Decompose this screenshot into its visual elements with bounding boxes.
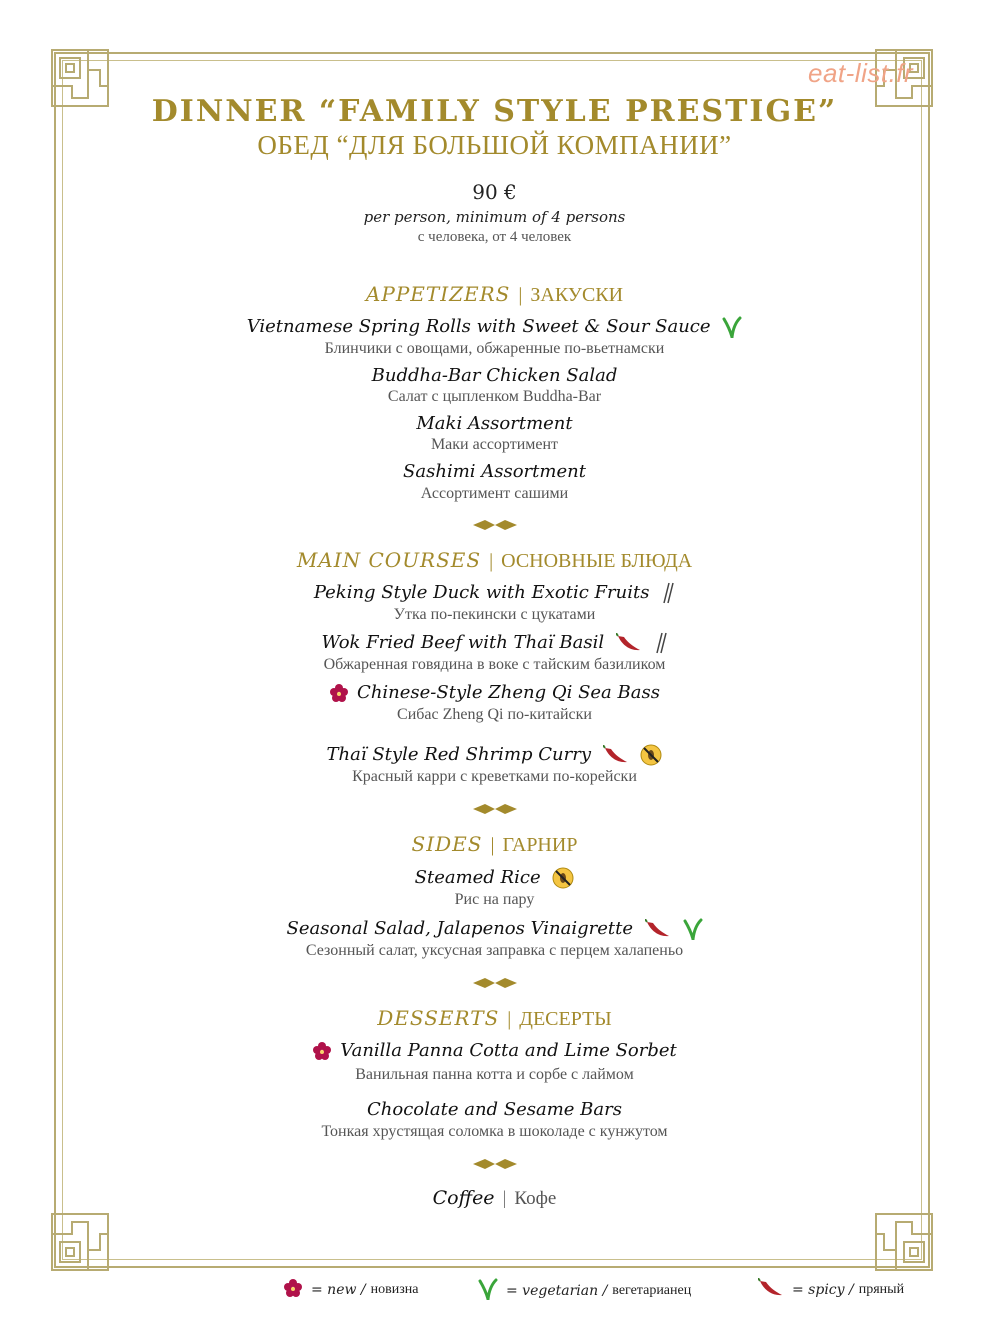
leaf-icon <box>683 918 703 940</box>
section-title-ru: ЗАКУСКИ <box>530 284 624 306</box>
section-title-ru: ОСНОВНЫЕ БЛЮДА <box>501 550 693 572</box>
dish-title: Thaï Style Red Shrimp Curry <box>326 744 591 765</box>
chili-icon <box>758 1278 784 1302</box>
menu-title-ru: ОБЕД “ДЛЯ БОЛЬШОЙ КОМПАНИИ” <box>257 130 732 160</box>
dish-title: Peking Style Duck with Exotic Fruits <box>313 582 650 603</box>
dish-name-en <box>0 918 989 940</box>
per-person-ru: с человека, от 4 человек <box>417 229 572 245</box>
dish-name-en <box>0 316 989 338</box>
leaf-icon <box>478 1278 498 1304</box>
chili-icon <box>603 745 629 765</box>
coffee-ru: Кофе <box>514 1188 557 1209</box>
legend-vegetarian <box>478 1278 691 1304</box>
dish-name-en <box>0 582 989 604</box>
section-title-en: MAIN COURSES <box>296 548 482 572</box>
chili-icon <box>616 633 642 653</box>
dish-name-en: Maki Assortment <box>416 413 573 434</box>
chili-icon <box>645 919 671 939</box>
dish-name-ru: Сезонный салат, уксусная заправка с перцем халапеньо <box>305 942 684 959</box>
section-heading-appetizers <box>0 282 989 307</box>
coffee-separator: | <box>502 1188 507 1209</box>
dish-name-ru: Сибас Zheng Qi по-китайски <box>397 706 592 723</box>
ornament-divider <box>0 975 989 994</box>
dish-name-ru: Блинчики с овощами, обжаренные по-вьетнамски <box>324 340 665 357</box>
no-nuts-icon <box>640 744 662 766</box>
menu-title-en: DINNER “FAMILY STYLE PRESTIGE” <box>151 94 838 129</box>
ornament-divider <box>0 517 989 536</box>
flower-icon <box>312 1041 332 1061</box>
chopsticks-icon <box>654 632 668 654</box>
legend-new-en: = new / <box>311 1282 366 1298</box>
section-title-en: SIDES <box>411 832 483 856</box>
dish-title: Vanilla Panna Cotta and Lime Sorbet <box>340 1040 677 1061</box>
legend-new <box>283 1278 418 1302</box>
dish-name-en <box>0 1040 989 1061</box>
section-heading-main-courses <box>0 548 989 573</box>
dish-name-en <box>0 867 989 889</box>
dish-name-en: Sashimi Assortment <box>403 461 586 482</box>
price: 90 € <box>472 180 517 204</box>
dish-name-ru: Маки ассортимент <box>430 436 559 453</box>
chopsticks-icon <box>661 582 675 604</box>
dish-name-en: Chocolate and Sesame Bars <box>367 1099 622 1120</box>
dish-name-ru: Утка по-пекински с цукатами <box>393 606 596 623</box>
dish-name-ru: Салат с цыпленком Buddha-Bar <box>387 388 602 405</box>
leaf-icon <box>722 316 742 338</box>
dish-name-ru: Красный карри с креветками по-корейски <box>352 768 637 785</box>
dish-name-en <box>0 682 989 703</box>
ornament-divider <box>0 801 989 820</box>
per-person-en: per person, minimum of 4 persons <box>363 208 626 226</box>
section-heading-desserts <box>0 1006 989 1031</box>
section-separator: | <box>489 550 494 572</box>
corner-ornament-bottom-right <box>872 1210 936 1274</box>
dish-name-en: Buddha-Bar Chicken Salad <box>371 365 618 386</box>
legend-veg-en: = vegetarian / <box>506 1283 608 1299</box>
no-nuts-icon <box>552 867 574 889</box>
flower-icon <box>329 683 349 703</box>
watermark: eat-list.fr <box>808 58 914 88</box>
dish-name-en <box>0 632 989 654</box>
legend-new-ru: новизна <box>370 1282 419 1297</box>
ornament-divider <box>0 1156 989 1175</box>
coffee-line <box>0 1187 989 1210</box>
legend-spicy <box>758 1278 904 1302</box>
section-title-en: APPETIZERS <box>365 282 511 306</box>
legend <box>0 1278 989 1302</box>
dish-name-ru: Ассортимент сашими <box>420 485 569 502</box>
section-separator: | <box>518 284 523 306</box>
legend-veg-ru: вегетарианец <box>612 1283 692 1298</box>
dish-title: Steamed Rice <box>414 867 541 888</box>
dish-title: Seasonal Salad, Jalapenos Vinaigrette <box>286 918 634 939</box>
section-separator: | <box>490 834 495 856</box>
dish-name-ru: Тонкая хрустящая соломка в шоколаде с кунжутом <box>321 1123 668 1140</box>
section-title-ru: ГАРНИР <box>502 834 578 856</box>
legend-spicy-en: = spicy / <box>792 1282 854 1298</box>
dish-name-ru: Рис на пару <box>454 891 535 908</box>
dish-title: Wok Fried Beef with Thaï Basil <box>321 632 605 653</box>
section-title-ru: ДЕСЕРТЫ <box>519 1008 612 1030</box>
dish-name-ru: Обжаренная говядина в воке с тайским базиликом <box>323 656 666 673</box>
section-heading-sides <box>0 832 989 857</box>
dish-name-ru: Ванильная панна котта и сорбе с лаймом <box>355 1066 634 1083</box>
flower-icon <box>283 1278 303 1302</box>
corner-ornament-bottom-left <box>48 1210 112 1274</box>
dish-title: Vietnamese Spring Rolls with Sweet & Sour Sauce <box>246 316 711 337</box>
section-separator: | <box>507 1008 512 1030</box>
section-title-en: DESSERTS <box>377 1006 500 1030</box>
coffee-en: Coffee <box>432 1187 495 1209</box>
dish-name-en <box>0 744 989 766</box>
dish-title: Chinese-Style Zheng Qi Sea Bass <box>357 682 660 703</box>
legend-spicy-ru: пряный <box>858 1282 905 1297</box>
